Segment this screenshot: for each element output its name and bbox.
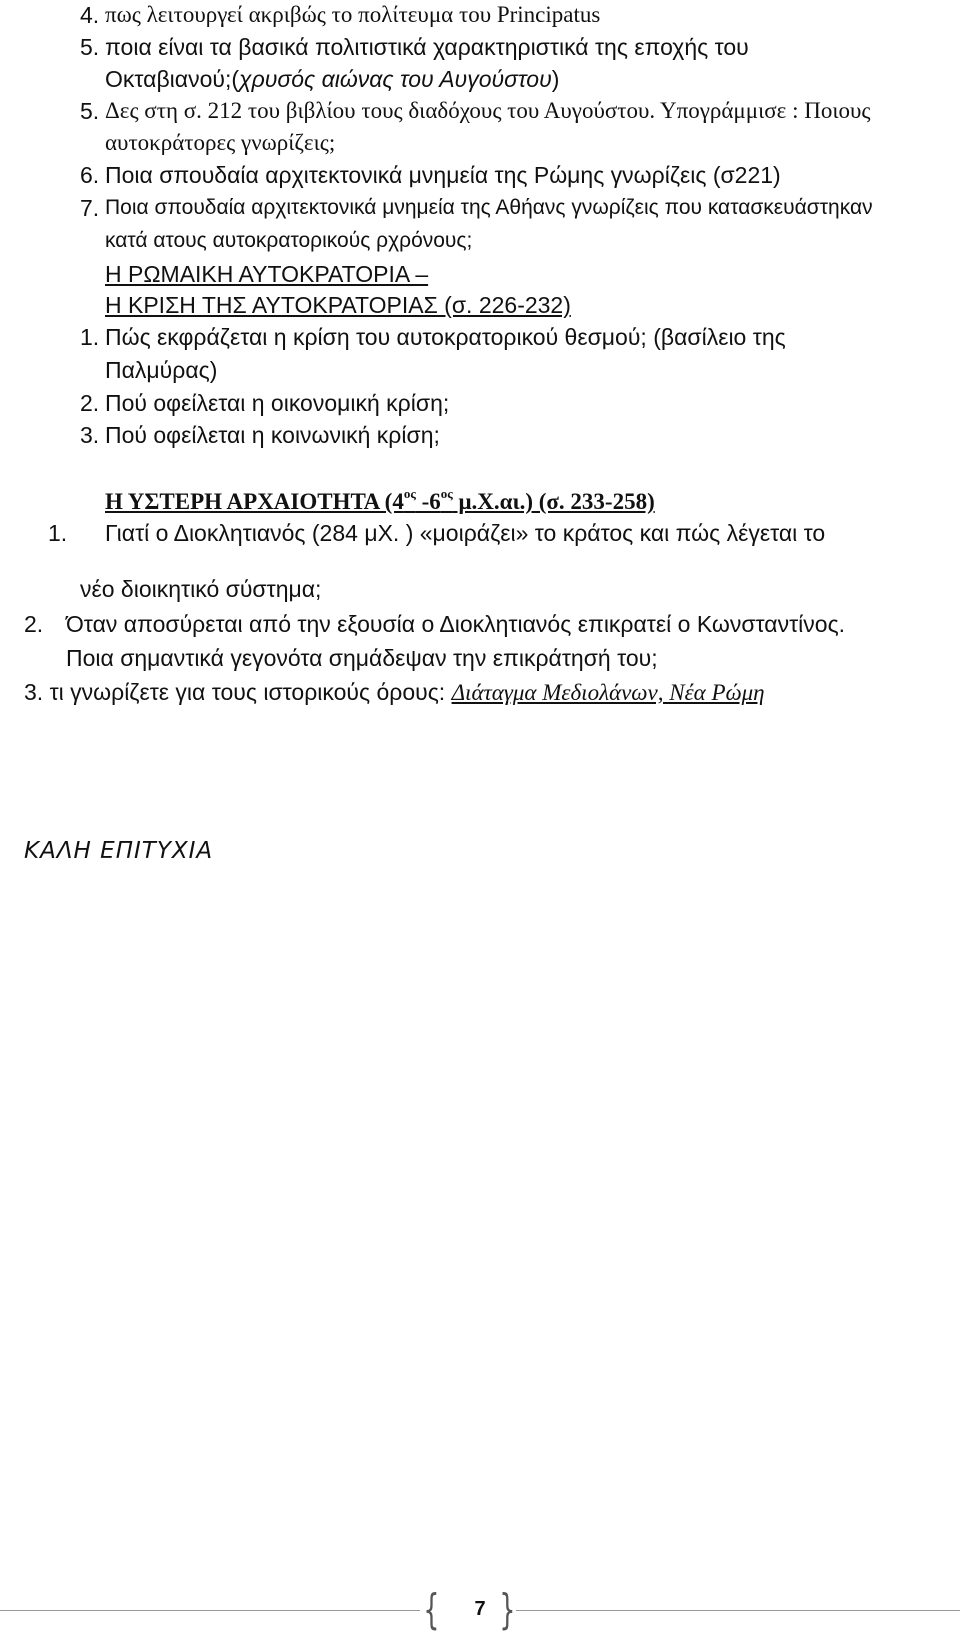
item-text-continued: Οκταβιανού;(χρυσός αιώνας του Αυγούστου) [105, 66, 560, 92]
item-number: 5. [80, 98, 100, 124]
question-number: 3. [80, 422, 100, 448]
question-text-continued: Ποια σημαντικά γεγονότα σημάδεψαν την επικράτησή του; [66, 645, 658, 671]
italic-terms: Διάταγμα Μεδιολάνων, Νέα Ρώμη [451, 680, 765, 705]
item-text: πως λειτουργεί ακριβώς το πολίτευμα του Principatus [105, 2, 601, 27]
item-text-continued: κατά ατους αυτοκρατορικούς ρχρόνους; [105, 229, 473, 252]
italic-phrase: χρυσός αιώνας του Αυγούστου [239, 66, 552, 92]
section-heading: Η ΚΡΙΣΗ ΤΗΣ ΑΥΤΟΚΡΑΤΟΡΙΑΣ (σ. 226-232) [105, 292, 571, 318]
question-text: Πού οφείλεται η κοινωνική κρίση; [105, 422, 440, 448]
page-footer [0, 1585, 960, 1634]
question-number: 1. [80, 324, 100, 350]
item-text: Δες στη σ. 212 του βιβλίου τους διαδόχους του Αυγούστου. Υπογράμμισε : Ποιους [105, 98, 871, 123]
footer-rule-left [0, 1610, 420, 1611]
item-number: 6. [80, 162, 100, 188]
question-text-continued: νέο διοικητικό σύστημα; [80, 576, 322, 602]
item-text-continued: αυτοκράτορες γνωρίζεις; [105, 130, 336, 155]
question-text: Γιατί ο Διοκλητιανός (284 μΧ. ) «μοιράζει» το κράτος και πώς λέγεται το [105, 520, 826, 546]
section-heading: Η ΥΣΤΕΡΗ ΑΡΧΑΙΟΤΗΤΑ ($4^{o\varsigma}$ $-6^{o\varsigma}$ μ.Χ.αι.) (σ. 233-258) [105, 486, 655, 514]
question-text: 3. τι γνωρίζετε για τους ιστορικούς όρους: Διάταγμα Μεδιολάνων, Νέα Ρώμη [24, 679, 765, 705]
item-text: Ποια σπουδαία αρχιτεκτονικά μνημεία της Ρώμης γνωρίζεις (σ221) [105, 162, 781, 188]
question-text: Πώς εκφράζεται η κρίση του αυτοκρατορικού θεσμού; (βασίλειο της [105, 324, 786, 350]
question-number: 1. [48, 520, 68, 546]
left-brace-icon: { [423, 1585, 440, 1634]
footer-rule-right [516, 1610, 960, 1611]
question-text: Όταν αποσύρεται από την εξουσία ο Διοκλητιανός επικρατεί ο Κωνσταντίνος. [66, 611, 846, 637]
item-number: 4. [80, 2, 100, 28]
page-number: 7 [474, 1598, 486, 1620]
closing-text: ΚΑΛΗ ΕΠΙΤΥΧΙΑ [24, 838, 214, 864]
item-text: ποια είναι τα βασικά πολιτιστικά χαρακτηριστικά της εποχής του [105, 34, 749, 60]
question-number: 2. [80, 390, 100, 416]
section-heading: Η ΡΩΜΑΙΚΗ ΑΥΤΟΚΡΑΤΟΡΙΑ – [105, 261, 429, 287]
question-number: 2. [24, 611, 44, 637]
item-number: 7. [80, 195, 100, 221]
item-number: 5. [80, 34, 100, 60]
item-text: Ποια σπουδαία αρχιτεκτονικά μνημεία της Αθήανς γνωρίζεις που κατασκευάστηκαν [105, 196, 873, 219]
question-text: Πού οφείλεται η οικονομική κρίση; [105, 390, 450, 416]
right-brace-icon: } [499, 1585, 516, 1634]
question-text-continued: Παλμύρας) [105, 357, 218, 383]
